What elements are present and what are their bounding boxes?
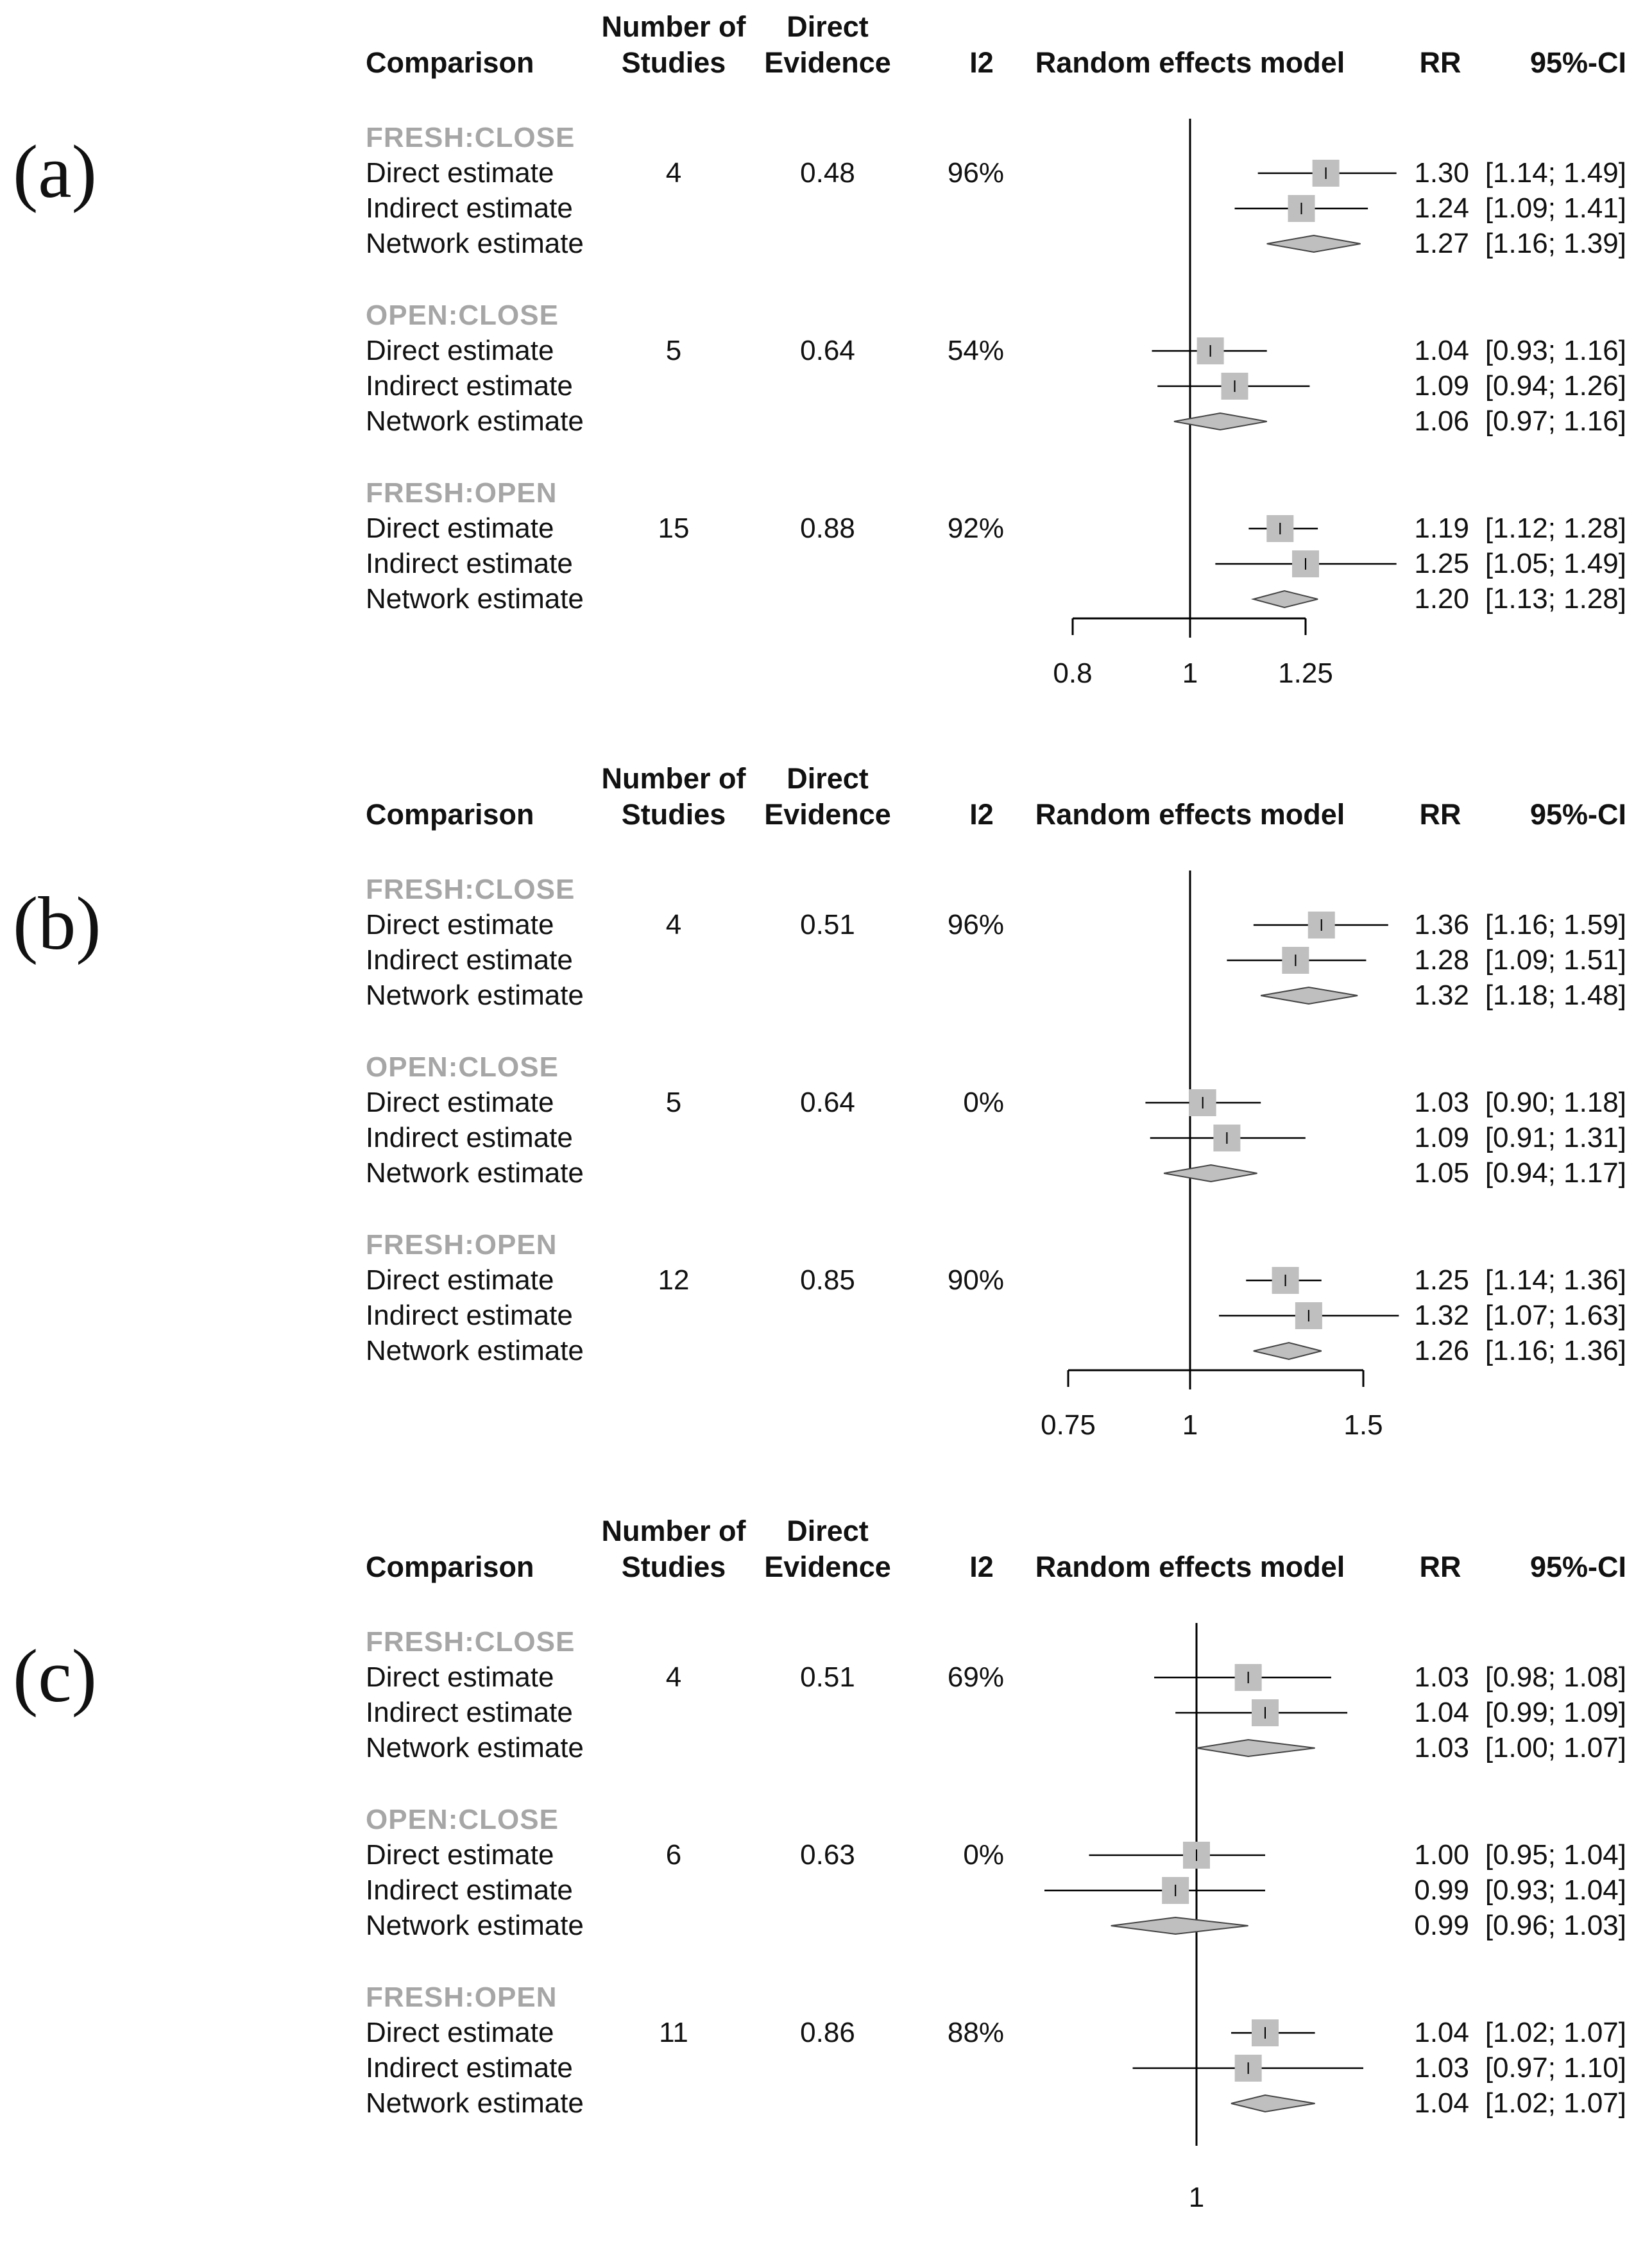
ci-value: [1.13; 1.28] bbox=[1485, 583, 1626, 615]
row-label: Indirect estimate bbox=[366, 1874, 573, 1906]
direct-evidence-value: 0.63 bbox=[800, 1839, 855, 1871]
rr-value: 1.04 bbox=[1414, 2087, 1469, 2119]
row-label: Network estimate bbox=[366, 1732, 584, 1763]
rr-value: 1.04 bbox=[1414, 335, 1469, 366]
i2-value: 88% bbox=[947, 2017, 1004, 2048]
direct-evidence-value: 0.64 bbox=[800, 335, 855, 366]
group-label: FRESH:OPEN bbox=[366, 1229, 558, 1261]
rr-value: 1.27 bbox=[1414, 228, 1469, 259]
ci-value: [0.93; 1.16] bbox=[1485, 335, 1626, 366]
group-label: FRESH:CLOSE bbox=[366, 1626, 575, 1658]
rr-value: 0.99 bbox=[1414, 1910, 1469, 1941]
row-label: Indirect estimate bbox=[366, 548, 573, 579]
i2-value: 54% bbox=[947, 335, 1004, 366]
ci-value: [0.96; 1.03] bbox=[1485, 1910, 1626, 1941]
network-diamond bbox=[1111, 1917, 1248, 1934]
rr-value: 1.20 bbox=[1414, 583, 1469, 615]
ci-value: [0.91; 1.31] bbox=[1485, 1122, 1626, 1153]
ci-value: [0.95; 1.04] bbox=[1485, 1839, 1626, 1871]
ci-value: [1.16; 1.36] bbox=[1485, 1335, 1626, 1366]
direct-evidence-value: 0.64 bbox=[800, 1087, 855, 1118]
row-label: Direct estimate bbox=[366, 1264, 554, 1296]
group-label: OPEN:CLOSE bbox=[366, 1804, 559, 1835]
direct-evidence-value: 0.51 bbox=[800, 909, 855, 940]
i2-value: 0% bbox=[963, 1087, 1004, 1118]
ci-value: [0.97; 1.16] bbox=[1485, 405, 1626, 437]
ci-value: [0.94; 1.17] bbox=[1485, 1157, 1626, 1189]
direct-evidence-value: 0.48 bbox=[800, 157, 855, 189]
group-label: FRESH:OPEN bbox=[366, 477, 558, 509]
studies-count: 4 bbox=[665, 1661, 682, 1693]
panel-label: (b) bbox=[13, 881, 101, 965]
forest-panel bbox=[0, 752, 1652, 1490]
rr-value: 1.32 bbox=[1414, 1300, 1469, 1331]
row-label: Network estimate bbox=[366, 1335, 584, 1366]
forest-panel bbox=[0, 0, 1652, 738]
ci-value: [1.16; 1.39] bbox=[1485, 228, 1626, 259]
ci-value: [0.94; 1.26] bbox=[1485, 370, 1626, 402]
row-label: Indirect estimate bbox=[366, 370, 573, 402]
x-tick-label: 1 bbox=[1182, 1409, 1198, 1441]
rr-value: 1.25 bbox=[1414, 548, 1469, 579]
header-rr: RR bbox=[1419, 1550, 1461, 1583]
header-rr: RR bbox=[1419, 798, 1461, 831]
ci-value: [0.93; 1.04] bbox=[1485, 1874, 1626, 1906]
i2-value: 0% bbox=[963, 1839, 1004, 1871]
header-rr: RR bbox=[1419, 46, 1461, 79]
row-label: Network estimate bbox=[366, 1910, 584, 1941]
direct-evidence-value: 0.51 bbox=[800, 1661, 855, 1693]
row-label: Network estimate bbox=[366, 1157, 584, 1189]
rr-value: 1.26 bbox=[1414, 1335, 1469, 1366]
header-i2: I2 bbox=[969, 46, 994, 79]
row-label: Direct estimate bbox=[366, 1839, 554, 1871]
header-random-effects: Random effects model bbox=[1035, 46, 1345, 79]
rr-value: 1.09 bbox=[1414, 370, 1469, 402]
header-ci: 95%-CI bbox=[1529, 1550, 1626, 1583]
forest-plot bbox=[0, 1504, 1652, 2242]
header-random-effects: Random effects model bbox=[1035, 1550, 1345, 1583]
row-label: Indirect estimate bbox=[366, 1300, 573, 1331]
ci-value: [1.14; 1.49] bbox=[1485, 157, 1626, 189]
panel-label: (c) bbox=[13, 1634, 97, 1718]
x-tick-label: 1.5 bbox=[1343, 1409, 1383, 1441]
i2-value: 69% bbox=[947, 1661, 1004, 1693]
x-tick-label: 0.75 bbox=[1041, 1409, 1096, 1441]
studies-count: 5 bbox=[665, 335, 682, 366]
row-label: Indirect estimate bbox=[366, 1697, 573, 1728]
forest-plot bbox=[0, 752, 1652, 1490]
header-studies: Number of Studies bbox=[601, 1515, 746, 1583]
network-diamond bbox=[1254, 1343, 1322, 1359]
header-random-effects: Random effects model bbox=[1035, 798, 1345, 831]
row-label: Indirect estimate bbox=[366, 192, 573, 224]
ci-value: [1.12; 1.28] bbox=[1485, 513, 1626, 544]
row-label: Network estimate bbox=[366, 583, 584, 615]
header-direct-evidence: Direct Evidence bbox=[764, 1515, 891, 1583]
ci-value: [1.05; 1.49] bbox=[1485, 548, 1626, 579]
header-i2: I2 bbox=[969, 1550, 994, 1583]
network-diamond bbox=[1196, 1740, 1315, 1756]
row-label: Indirect estimate bbox=[366, 1122, 573, 1153]
rr-value: 1.30 bbox=[1414, 157, 1469, 189]
rr-value: 1.03 bbox=[1414, 1732, 1469, 1763]
rr-value: 1.00 bbox=[1414, 1839, 1469, 1871]
studies-count: 15 bbox=[658, 513, 690, 544]
group-label: FRESH:CLOSE bbox=[366, 874, 575, 905]
ci-value: [0.90; 1.18] bbox=[1485, 1087, 1626, 1118]
row-label: Direct estimate bbox=[366, 2017, 554, 2048]
header-studies: Number of Studies bbox=[601, 762, 746, 831]
ci-value: [1.02; 1.07] bbox=[1485, 2017, 1626, 2048]
rr-value: 1.04 bbox=[1414, 1697, 1469, 1728]
studies-count: 5 bbox=[665, 1087, 682, 1118]
ci-value: [1.16; 1.59] bbox=[1485, 909, 1626, 940]
row-label: Network estimate bbox=[366, 980, 584, 1011]
rr-value: 1.04 bbox=[1414, 2017, 1469, 2048]
header-i2: I2 bbox=[969, 798, 994, 831]
x-tick-label: 1.25 bbox=[1278, 658, 1333, 689]
row-label: Direct estimate bbox=[366, 1661, 554, 1693]
ci-value: [1.00; 1.07] bbox=[1485, 1732, 1626, 1763]
rr-value: 1.24 bbox=[1414, 192, 1469, 224]
x-tick-label: 0.8 bbox=[1053, 658, 1093, 689]
network-diamond bbox=[1254, 591, 1318, 607]
direct-evidence-value: 0.88 bbox=[800, 513, 855, 544]
rr-value: 1.05 bbox=[1414, 1157, 1469, 1189]
row-label: Direct estimate bbox=[366, 157, 554, 189]
network-diamond bbox=[1174, 413, 1267, 430]
row-label: Network estimate bbox=[366, 2087, 584, 2119]
header-ci: 95%-CI bbox=[1529, 46, 1626, 79]
ci-value: [0.99; 1.09] bbox=[1485, 1697, 1626, 1728]
ci-value: [1.07; 1.63] bbox=[1485, 1300, 1626, 1331]
studies-count: 11 bbox=[659, 2017, 688, 2048]
studies-count: 4 bbox=[665, 909, 682, 940]
x-tick-label: 1 bbox=[1182, 658, 1198, 689]
rr-value: 0.99 bbox=[1414, 1874, 1469, 1906]
studies-count: 12 bbox=[658, 1264, 690, 1296]
row-label: Direct estimate bbox=[366, 909, 554, 940]
group-label: OPEN:CLOSE bbox=[366, 300, 559, 331]
header-ci: 95%-CI bbox=[1529, 798, 1626, 831]
ci-value: [0.98; 1.08] bbox=[1485, 1661, 1626, 1693]
row-label: Indirect estimate bbox=[366, 2052, 573, 2084]
direct-evidence-value: 0.86 bbox=[800, 2017, 855, 2048]
row-label: Indirect estimate bbox=[366, 944, 573, 976]
x-tick-label: 1 bbox=[1188, 2182, 1205, 2213]
row-label: Direct estimate bbox=[366, 513, 554, 544]
network-diamond bbox=[1164, 1165, 1257, 1182]
rr-value: 1.03 bbox=[1414, 1661, 1469, 1693]
rr-value: 1.09 bbox=[1414, 1122, 1469, 1153]
network-diamond bbox=[1231, 2095, 1315, 2112]
direct-evidence-value: 0.85 bbox=[800, 1264, 855, 1296]
rr-value: 1.19 bbox=[1414, 513, 1469, 544]
ci-value: [1.18; 1.48] bbox=[1485, 980, 1626, 1011]
rr-value: 1.28 bbox=[1414, 944, 1469, 976]
forest-panel bbox=[0, 1504, 1652, 2242]
ci-value: [1.09; 1.51] bbox=[1485, 944, 1626, 976]
row-label: Network estimate bbox=[366, 228, 584, 259]
group-label: FRESH:OPEN bbox=[366, 1982, 558, 2013]
row-label: Network estimate bbox=[366, 405, 584, 437]
header-comparison: Comparison bbox=[366, 798, 534, 831]
rr-value: 1.25 bbox=[1414, 1264, 1469, 1296]
network-diamond bbox=[1267, 235, 1361, 252]
ci-value: [1.14; 1.36] bbox=[1485, 1264, 1626, 1296]
rr-value: 1.03 bbox=[1414, 1087, 1469, 1118]
group-label: FRESH:CLOSE bbox=[366, 122, 575, 153]
header-comparison: Comparison bbox=[366, 1550, 534, 1583]
i2-value: 92% bbox=[947, 513, 1004, 544]
rr-value: 1.06 bbox=[1414, 405, 1469, 437]
rr-value: 1.32 bbox=[1414, 980, 1469, 1011]
studies-count: 6 bbox=[665, 1839, 682, 1871]
ci-value: [1.09; 1.41] bbox=[1485, 192, 1626, 224]
header-studies: Number of Studies bbox=[601, 10, 746, 79]
i2-value: 96% bbox=[947, 909, 1004, 940]
header-comparison: Comparison bbox=[366, 46, 534, 79]
row-label: Direct estimate bbox=[366, 1087, 554, 1118]
i2-value: 90% bbox=[947, 1264, 1004, 1296]
network-diamond bbox=[1261, 987, 1358, 1004]
panel-label: (a) bbox=[13, 130, 97, 214]
ci-value: [1.02; 1.07] bbox=[1485, 2087, 1626, 2119]
ci-value: [0.97; 1.10] bbox=[1485, 2052, 1626, 2084]
rr-value: 1.36 bbox=[1414, 909, 1469, 940]
group-label: OPEN:CLOSE bbox=[366, 1051, 559, 1083]
header-direct-evidence: Direct Evidence bbox=[764, 762, 891, 831]
rr-value: 1.03 bbox=[1414, 2052, 1469, 2084]
forest-plot bbox=[0, 0, 1652, 738]
studies-count: 4 bbox=[665, 157, 682, 189]
header-direct-evidence: Direct Evidence bbox=[764, 10, 891, 79]
row-label: Direct estimate bbox=[366, 335, 554, 366]
i2-value: 96% bbox=[947, 157, 1004, 189]
